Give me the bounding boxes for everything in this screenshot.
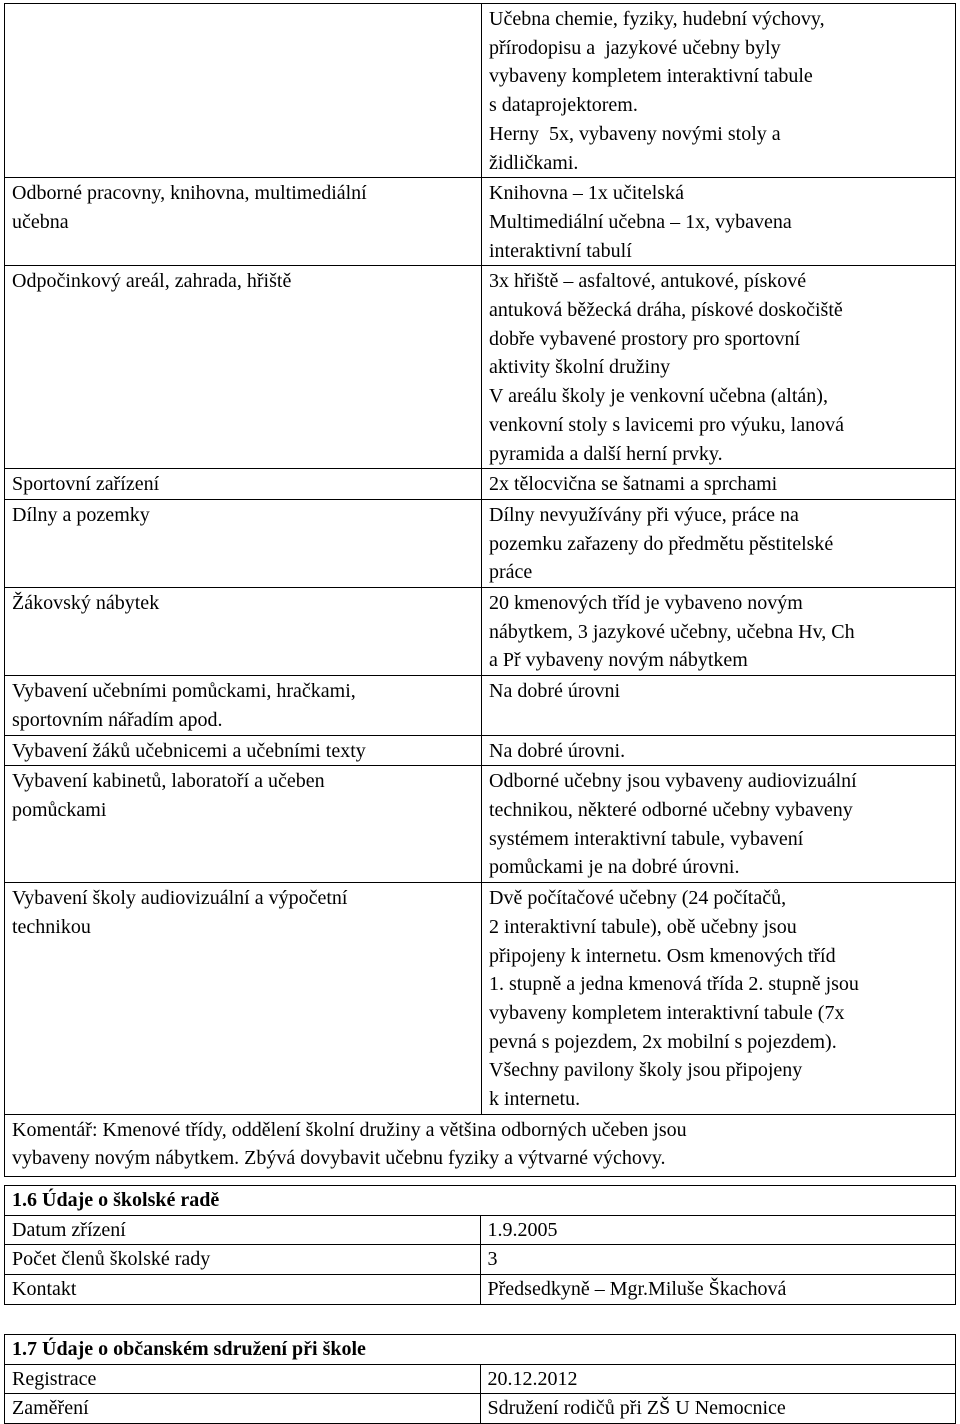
row-value-line: Učebna chemie, fyziky, hudební výchovy, bbox=[489, 8, 825, 30]
row-value-line: s dataprojektorem. bbox=[489, 94, 638, 117]
row-value-line: Odborné učebny jsou vybaveny audiovizuální bbox=[489, 770, 857, 793]
row-value-line: Multimediální učebna – 1x, vybavena bbox=[489, 210, 792, 233]
row-value-line: 1. stupně a jedna kmenová třída 2. stupně jsou bbox=[489, 973, 859, 996]
row-label-line: učebna bbox=[12, 210, 69, 233]
registration-label: Registrace bbox=[5, 1364, 481, 1394]
contact-value: Předsedkyně – Mgr.Miluše Škachová bbox=[480, 1275, 956, 1305]
row-label-cell bbox=[5, 588, 482, 676]
table-row bbox=[5, 1215, 956, 1245]
row-value-line: interaktivní tabulí bbox=[489, 239, 632, 262]
row-value-cell bbox=[482, 178, 956, 266]
row-label-line: Odborné pracovny, knihovna, multimediální bbox=[12, 182, 367, 205]
founding-date-label: Datum zřízení bbox=[5, 1215, 481, 1245]
row-value-line: 2x tělocvična se šatnami a sprchami bbox=[489, 473, 778, 496]
member-count-label: Počet členů školské rady bbox=[5, 1245, 481, 1275]
row-value-cell bbox=[482, 735, 956, 766]
row-value-line: V areálu školy je venkovní učebna (altán), bbox=[489, 385, 828, 408]
table-row bbox=[5, 469, 956, 500]
row-value-line: dobře vybavené prostory pro sportovní bbox=[489, 327, 801, 350]
row-value-line: připojeny k internetu. Osm kmenových tříd bbox=[489, 944, 836, 967]
row-label-cell bbox=[5, 883, 482, 1115]
row-label-line: Dílny a pozemky bbox=[12, 503, 150, 526]
row-label-cell bbox=[5, 735, 482, 766]
row-value-cell bbox=[482, 266, 956, 469]
row-label-line: Vybavení učebními pomůckami, hračkami, bbox=[12, 680, 356, 703]
table-row bbox=[5, 1364, 956, 1394]
row-value-cell bbox=[482, 883, 956, 1115]
row-label-line: pomůckami bbox=[12, 798, 107, 821]
row-value-cell bbox=[482, 499, 956, 587]
row-value-cell bbox=[482, 4, 956, 178]
row-label-line: technikou bbox=[12, 915, 91, 938]
row-label-line: Sportovní zařízení bbox=[12, 473, 160, 496]
table-row bbox=[5, 1394, 956, 1424]
member-count-value: 3 bbox=[480, 1245, 956, 1275]
row-value-line: a Př vybaveny novým nábytkem bbox=[489, 649, 748, 672]
civic-association-table bbox=[4, 1334, 956, 1424]
row-label-cell bbox=[5, 676, 482, 735]
row-value-line: 2 interaktivní tabule), obě učebny jsou bbox=[489, 915, 797, 938]
row-value-line: nábytkem, 3 jazykové učebny, učebna Hv, Ch bbox=[489, 620, 855, 643]
focus-value: Sdružení rodičů při ZŠ U Nemocnice bbox=[480, 1394, 956, 1424]
row-value-line: Herny 5x, vybaveny novými stoly a bbox=[489, 122, 781, 145]
row-value-line: k internetu. bbox=[489, 1088, 581, 1111]
row-value-line: pozemku zařazeny do předmětu pěstitelské bbox=[489, 532, 834, 555]
school-board-title: 1.6 Údaje o školské radě bbox=[5, 1186, 956, 1216]
comment-cell bbox=[5, 1114, 956, 1176]
comment-line: Komentář: Kmenové třídy, oddělení školní družiny a většina odborných učeben jsou bbox=[12, 1118, 687, 1141]
row-value-line: Knihovna – 1x učitelská bbox=[489, 182, 684, 205]
row-label-line: sportovním nářadím apod. bbox=[12, 708, 223, 731]
row-value-cell bbox=[482, 766, 956, 883]
comment-line: vybaveny novým nábytkem. Zbývá dovybavit učebnu fyziky a výtvarné výchovy. bbox=[12, 1147, 666, 1170]
row-value-line: Na dobré úrovni. bbox=[489, 739, 626, 762]
row-value-line: Všechny pavilony školy jsou připojeny bbox=[489, 1059, 803, 1082]
table-row bbox=[5, 735, 956, 766]
row-value-line: pevná s pojezdem, 2x mobilní s pojezdem). bbox=[489, 1030, 837, 1053]
table-row bbox=[5, 178, 956, 266]
civic-association-title: 1.7 Údaje o občanském sdružení při škole bbox=[5, 1335, 956, 1365]
row-value-line: venkovní stoly s lavicemi pro výuku, lanová bbox=[489, 413, 844, 436]
row-value-cell bbox=[482, 469, 956, 500]
row-value-line: Dílny nevyužívány při výuce, práce na bbox=[489, 503, 799, 526]
table-row bbox=[5, 883, 956, 1115]
table-row bbox=[5, 766, 956, 883]
facilities-table bbox=[4, 3, 956, 1177]
table-row bbox=[5, 1245, 956, 1275]
focus-label: Zaměření bbox=[5, 1394, 481, 1424]
table-row bbox=[5, 1275, 956, 1305]
row-value-line: práce bbox=[489, 561, 533, 584]
registration-value: 20.12.2012 bbox=[480, 1364, 956, 1394]
row-label-cell bbox=[5, 266, 482, 469]
row-value-line: Na dobré úrovni bbox=[489, 680, 621, 703]
row-label-cell bbox=[5, 4, 482, 178]
table-row bbox=[5, 588, 956, 676]
row-value-line: pyramida a další herní prvky. bbox=[489, 442, 723, 465]
table-row bbox=[5, 499, 956, 587]
row-value-line: 20 kmenových tříd je vybaveno novým bbox=[489, 592, 803, 615]
row-label-line: Vybavení žáků učebnicemi a učebními texty bbox=[12, 739, 366, 762]
row-value-cell bbox=[482, 588, 956, 676]
row-value-line: přírodopisu a jazykové učebny byly bbox=[489, 36, 781, 59]
table-row bbox=[5, 4, 956, 178]
comment-row bbox=[5, 1114, 956, 1176]
row-value-line: židličkami. bbox=[489, 151, 579, 174]
row-label-cell bbox=[5, 469, 482, 500]
school-board-table bbox=[4, 1185, 956, 1305]
row-label-cell bbox=[5, 499, 482, 587]
row-value-line: 3x hřiště – asfaltové, antukové, pískové bbox=[489, 270, 807, 293]
row-label-line: Žákovský nábytek bbox=[12, 592, 160, 615]
row-label-cell bbox=[5, 178, 482, 266]
founding-date-value: 1.9.2005 bbox=[480, 1215, 956, 1245]
row-value-line: aktivity školní družiny bbox=[489, 356, 671, 379]
row-value-line: vybaveny kompletem interaktivní tabule bbox=[489, 65, 813, 88]
table-row bbox=[5, 676, 956, 735]
row-label-line: Vybavení kabinetů, laboratoří a učeben bbox=[12, 770, 325, 793]
row-label-line: Vybavení školy audiovizuální a výpočetní bbox=[12, 887, 348, 910]
row-label-cell bbox=[5, 766, 482, 883]
contact-label: Kontakt bbox=[5, 1275, 481, 1305]
row-value-line: vybaveny kompletem interaktivní tabule (7x bbox=[489, 1001, 845, 1024]
row-value-line: Dvě počítačové učebny (24 počítačů, bbox=[489, 887, 787, 910]
row-label-line: Odpočinkový areál, zahrada, hřiště bbox=[12, 270, 292, 293]
row-value-line: antuková běžecká dráha, pískové doskočiště bbox=[489, 299, 843, 322]
row-value-line: systémem interaktivní tabule, vybavení bbox=[489, 827, 804, 850]
table-row bbox=[5, 266, 956, 469]
row-value-cell bbox=[482, 676, 956, 735]
row-value-line: technikou, některé odborné učebny vybaveny bbox=[489, 798, 853, 821]
row-value-line: pomůckami je na dobré úrovni. bbox=[489, 856, 740, 879]
